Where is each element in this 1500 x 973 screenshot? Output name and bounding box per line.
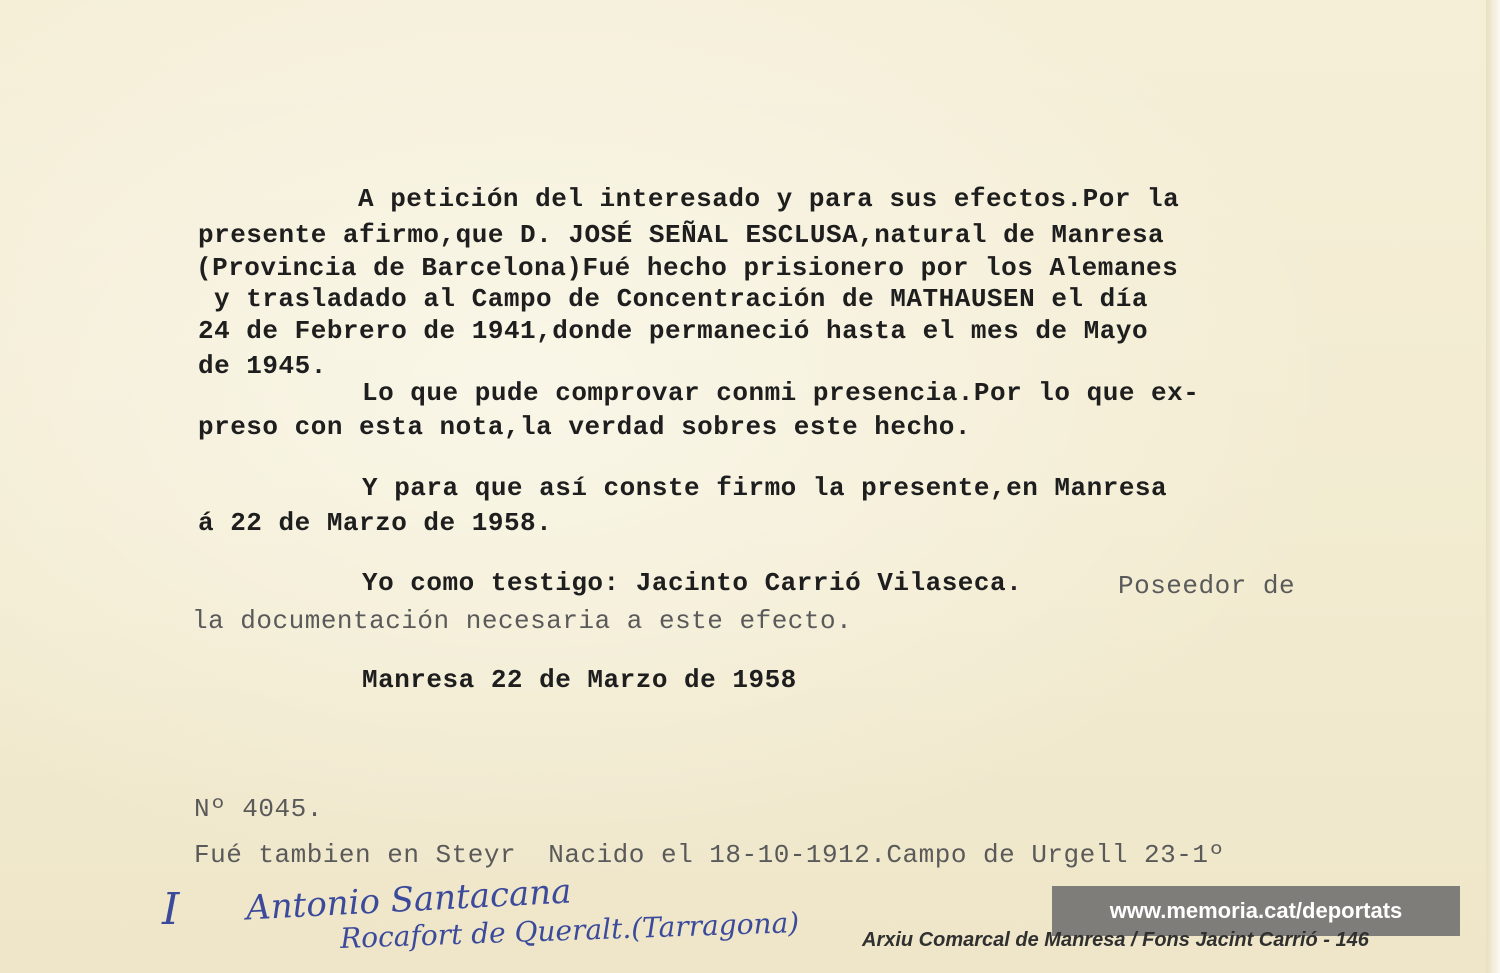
handwritten-mark: I (162, 884, 180, 935)
letter-line-10: á 22 de Marzo de 1958. (198, 508, 553, 538)
letter-line-2: presente afirmo,que D. JOSÉ SEÑAL ESCLUSA,natural de Manresa (198, 220, 1165, 250)
watermark-text: www.memoria.cat/deportats (1109, 898, 1403, 923)
letter-line-7: Lo que pude comprovar conmi presencia.Por lo que ex- (362, 378, 1200, 408)
witness-line-cont: Poseedor de (1118, 571, 1296, 601)
letter-line-1: A petición del interesado y para sus efectos.Por la (358, 184, 1180, 214)
letter-line-9: Y para que así conste firmo la presente,en Manresa (362, 473, 1168, 503)
record-number: Nº 4045. (194, 794, 323, 824)
steyr-note: Fué tambien en Steyr Nacido el 18-10-1912.Campo de Urgell 23-1º (194, 840, 1225, 870)
date-line: Manresa 22 de Marzo de 1958 (362, 665, 797, 695)
archive-caption: Arxiu Comarcal de Manresa / Fons Jacint Carrió - 146 (862, 929, 1369, 951)
letter-line-3: (Provincia de Barcelona)Fué hecho prisionero por los Alemanes (196, 253, 1179, 283)
letter-line-5: 24 de Febrero de 1941,donde permaneció hasta el mes de Mayo (198, 316, 1149, 346)
handwritten-name: Antonio Santacana (245, 871, 573, 929)
letter-line-6: de 1945. (198, 351, 327, 381)
paper-edge (1486, 0, 1500, 973)
witness-line: Yo como testigo: Jacinto Carrió Vilaseca. (362, 568, 1023, 598)
documentation-line: la documentación necesaria a este efecto. (192, 606, 853, 636)
handwritten-place: Rocafort de Queralt.(Tarragona) (339, 905, 800, 956)
letter-line-8: preso con esta nota,la verdad sobres este hecho. (198, 412, 971, 442)
letter-line-4: y trasladado al Campo de Concentración de MATHAUSEN el día (214, 284, 1148, 314)
